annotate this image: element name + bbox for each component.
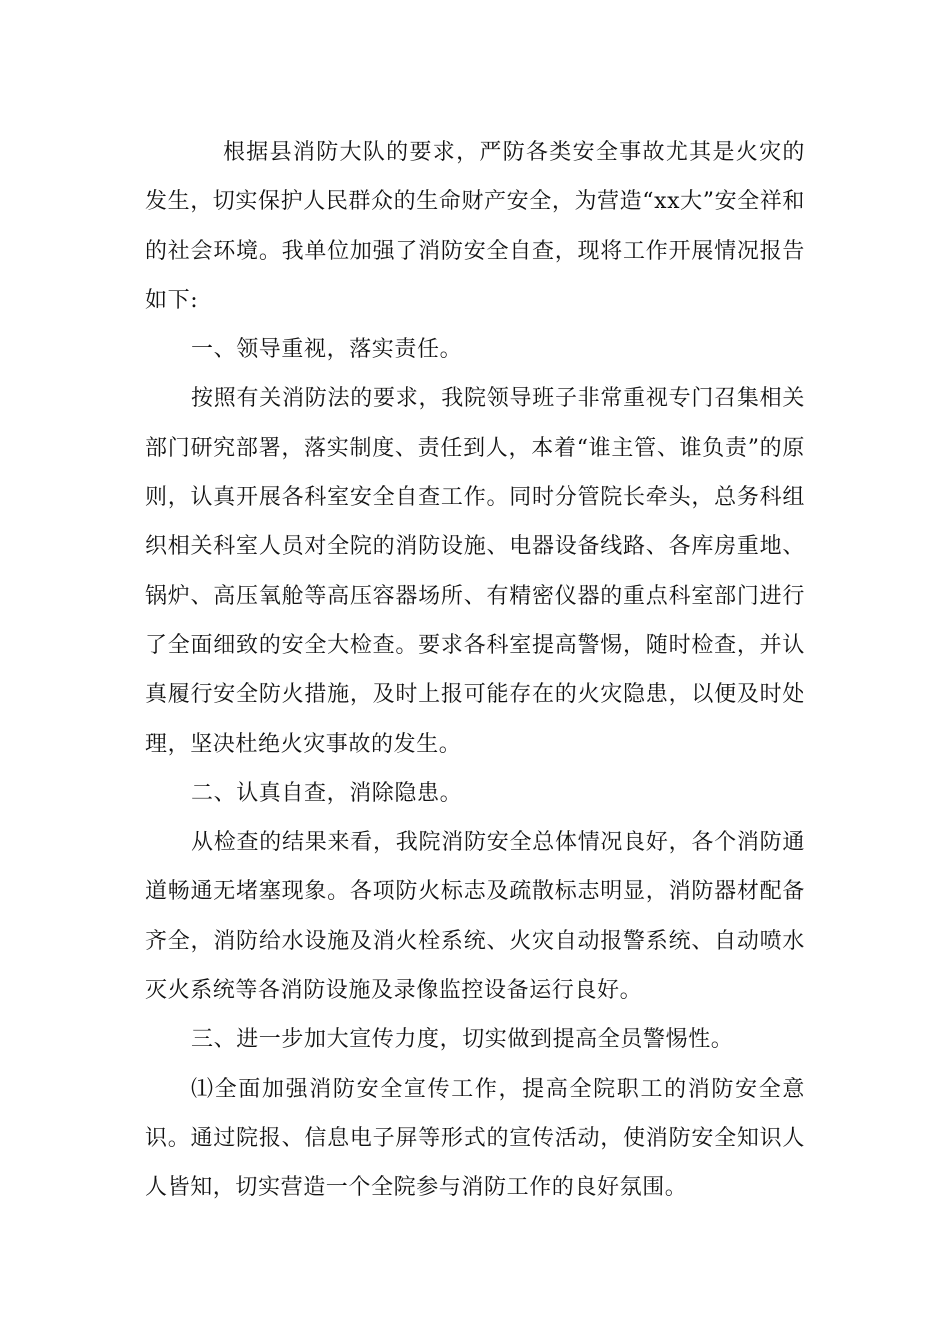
section-3-paragraph: ⑴全面加强消防安全宣传工作，提高全院职工的消防安全意识。通过院报、信息电子屏等形式的宣传活动，使消防安全知识人人皆知，切实营造一个全院参与消防工作的良好氛围。 <box>145 1076 805 1201</box>
section-heading-3: 三、进一步加大宣传力度，切实做到提高全员警惕性。 <box>191 1027 734 1053</box>
document-body <box>145 128 805 1213</box>
section-heading-2: 二、认真自查，消除隐患。 <box>191 780 463 806</box>
section-1-paragraph: 按照有关消防法的要求，我院领导班子非常重视专门召集相关部门研究部署，落实制度、责任到人，本着“谁主管、谁负责”的原则，认真开展各科室安全自查工作。同时分管院长牵头，总务科组织相关科室人员对全院的消防设施、电器设备线路、各库房重地、锅炉、高压氧舱等高压容器场所、有精密仪器的重点科室部门进行了全面细致的安全大检查。要求各科室提高警惕，随时检查，并认真履行安全防火措施，及时上报可能存在的火灾隐患，以便及时处理，坚决杜绝火灾事故的发生。 <box>145 386 805 757</box>
intro-paragraph: 根据县消防大队的要求，严防各类安全事故尤其是火灾的发生，切实保护人民群众的生命财产安全，为营造“xx大”安全祥和的社会环境。我单位加强了消防安全自查，现将工作开展情况报告如下: <box>145 140 805 313</box>
section-heading-1: 一、领导重视，落实责任。 <box>191 337 463 363</box>
section-2-paragraph: 从检查的结果来看，我院消防安全总体情况良好，各个消防通道畅通无堵塞现象。各项防火标志及疏散标志明显，消防器材配备齐全，消防给水设施及消火栓系统、火灾自动报警系统、自动喷水灭火系统等各消防设施及录像监控设备运行良好。 <box>145 830 805 1004</box>
